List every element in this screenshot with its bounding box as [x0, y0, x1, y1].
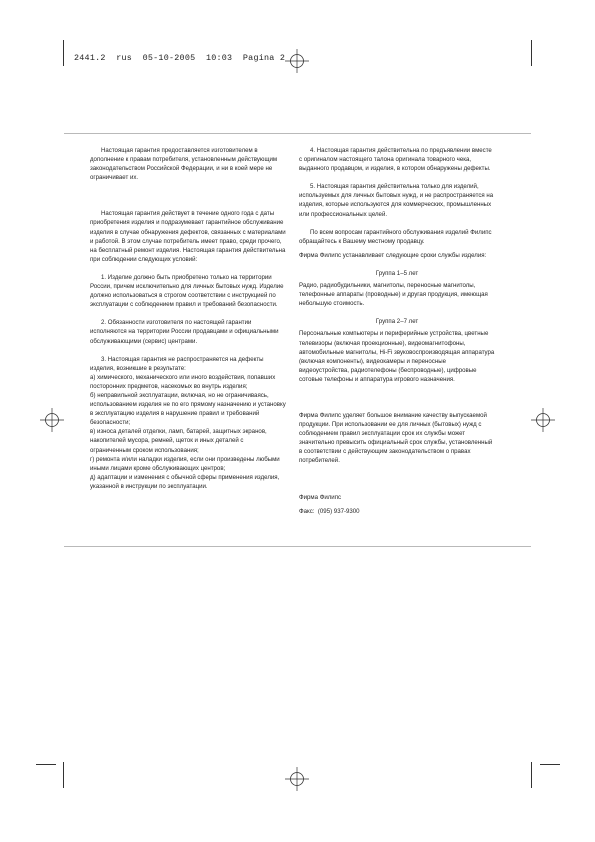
right-paragraph-4: Фирма Филипс устанавливает следующие сроки службы изделия: [299, 251, 487, 259]
group-2-text: Персональные компьютеры и периферийные устройства, цветные телевизоры (включая проекционные), видеомагнитофоны, автомобильные магнитолы, Hi-Fi звуковоспроизводящая аппаратура (включая компоненты), видеокамеры и переносные видеоустройства, радиотелефоны (беспроводные), цифровые сотовые телефоны и аппаратура игрового назначения. [299, 330, 495, 383]
exclusion-item-d: д) адаптации и изменения с обычной сферы применения изделия, указанной в инструкции по эксплуатации. [90, 473, 280, 490]
right-column [299, 146, 495, 525]
exclusion-item-b: б) неправильной эксплуатации, включая, но не ограничиваясь, использованием изделия не по его прямому назначению и установку в эксплуатацию изделия в нарушение правил и требований безопасности; [90, 391, 286, 427]
group-2-title: Группа 2–7 лет [375, 318, 419, 326]
right-paragraph-3: По всем вопросам гарантийного обслуживания изделий Филипс обращайтесь к Вашему местному продавцу. [299, 228, 492, 245]
right-paragraph-5: Фирма Филипс уделяет большое внимание качеству выпускаемой продукции. При использовании ее для личных (бытовых) нужд с соблюдением правил эксплуатации срок их службы может значительно превысить официальный срок службы, установленный в соответствии с действующим законодательством о правах потребителей. [299, 411, 493, 465]
company-name: Фирма Филипс [299, 493, 342, 501]
slug-page: Pagina 2 [242, 53, 286, 63]
group-1-title: Группа 1–5 лет [375, 269, 419, 277]
slug-time: 10:03 [205, 53, 233, 63]
right-paragraph-2: 5. Настоящая гарантия действительна только для изделий, используемых для личных бытовых нужд, и не распространяется на изделия, которые используются для коммерческих, промышленных или профессиональных целей. [299, 183, 494, 218]
crop-mark-top-left-v [63, 40, 64, 66]
left-paragraph-5 [90, 355, 286, 491]
registration-mark-top-icon [285, 49, 309, 73]
exclusion-item-a: а) химического, механического или иного воздействия, попавших посторонних предметов, насекомых во внутрь изделия; [90, 373, 276, 390]
top-rule [64, 133, 531, 134]
left-paragraph-4: 2. Обязанности изготовителя по настоящей гарантии исполняются на территории России продавцами и официальными обслуживающими (сервис) центрами. [90, 319, 279, 345]
right-paragraph-1: 4. Настоящая гарантия действительна по предъявлении вместе с оригиналом настоящего талона оригинала товарного чека, выданного продавцом, и изделия, в котором обнаружены дефекты. [299, 147, 492, 173]
slug-date: 05-10-2005 [142, 53, 196, 63]
slug-lang: rus [116, 53, 133, 63]
crop-mark-top-right-v [531, 40, 532, 66]
crop-mark-bottom-right-v [531, 762, 532, 788]
left-paragraph-2: Настоящая гарантия действует в течение одного года с даты приобретения изделия и подразумевает гарантийное обслуживание изделия в случае обнаружения дефектов, связанных с материалами и работой. В этом случае потребитель имеет право, среди прочего, на бесплатный ремонт изделия. Настоящая гарантия действительна при соблюдении следующих условий: [90, 210, 286, 263]
crop-mark-bottom-left-h [36, 764, 56, 765]
registration-mark-right-icon [531, 408, 555, 432]
crop-mark-bottom-right-h [540, 764, 560, 765]
group-1-text: Радио, радиобудильники, магнитолы, переносные магнитолы, телефонные аппараты (проводные) и другая продукция, имеющая небольшую стоимость. [299, 282, 488, 308]
exclusion-item-g: г) ремонта и/или наладки изделия, если они произведены любыми иными лицами кроме обслуживающих центров; [90, 455, 280, 472]
exclusion-item-v: в) износа деталей отделки, ламп, батарей, защитных экранов, накопителей мусора, ремней, щеток и иных деталей с ограниченным сроком использования; [90, 428, 267, 454]
registration-mark-bottom-icon [285, 767, 309, 791]
left-column [90, 146, 286, 491]
slug-code: 2441.2 [74, 53, 106, 63]
fax-number: Факс: (095) 937-9300 [299, 507, 360, 515]
left-paragraph-3: 1. Изделие должно быть приобретено только на территории России, причем исключительно для личных бытовых нужд. Изделие должно использоваться в строгом соответствии с инструкцией по эксплуатации с соблюдением правил и требований безопасности. [90, 273, 284, 309]
left-paragraph-1: Настоящая гарантия предоставляется изготовителем в дополнение к правам потребителя, установленным действующим законодательством Российской Федерации, и ни в коей мере не ограничивает их. [90, 147, 278, 182]
registration-mark-left-icon [40, 408, 64, 432]
bottom-rule [64, 546, 531, 547]
crop-mark-bottom-left-v [63, 762, 64, 788]
exclusions-intro: 3. Настоящая гарантия не распространяется на дефекты изделия, возникшие в результате: [90, 355, 264, 372]
print-slug [74, 53, 285, 63]
